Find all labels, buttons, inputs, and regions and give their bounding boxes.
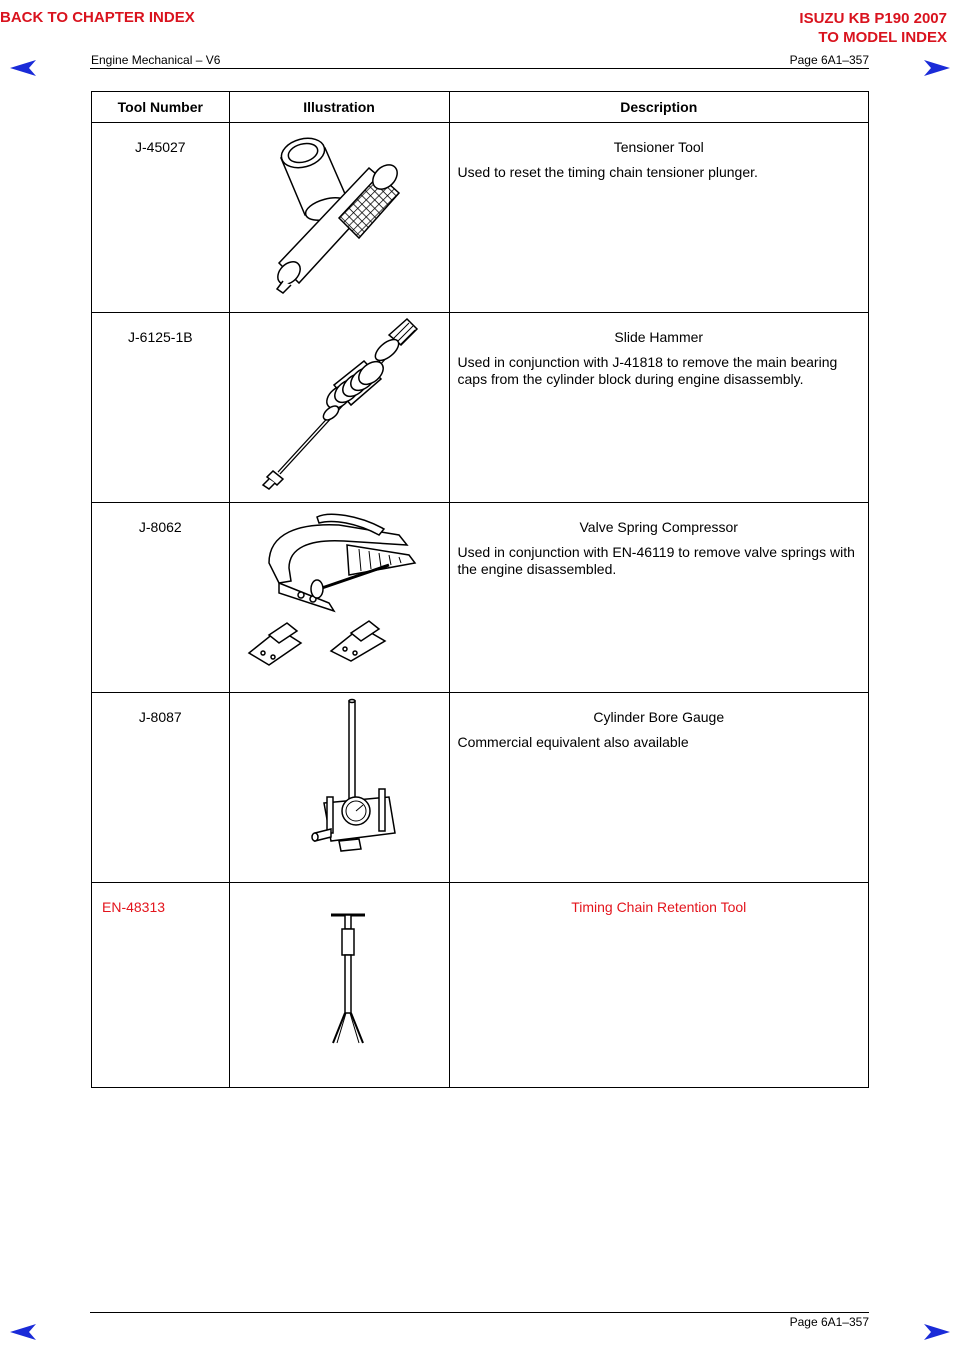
tool-number: J-8062 [138, 519, 182, 535]
next-page-arrow-icon[interactable] [922, 1322, 952, 1342]
table-row [92, 693, 869, 883]
tool-description: Commercial equivalent also available [457, 734, 689, 750]
back-to-chapter-index-link[interactable]: BACK TO CHAPTER INDEX [0, 9, 195, 26]
tool-description: Used to reset the timing chain tensioner plunger. [457, 164, 758, 180]
tool-number: J-45027 [135, 139, 186, 155]
footer-rule [90, 1312, 869, 1313]
description-cell [449, 123, 869, 313]
table-row [92, 503, 869, 693]
description-cell [449, 693, 869, 883]
tool-number: J-6125-1B [128, 329, 193, 345]
tool-name: Valve Spring Compressor [579, 519, 738, 535]
previous-page-arrow-icon[interactable] [8, 58, 38, 78]
model-index-link[interactable] [799, 9, 947, 47]
header-page-number: Page 6A1–357 [789, 53, 869, 67]
valve-spring-compressor-icon [239, 503, 439, 683]
tool-name: Timing Chain Retention Tool [571, 899, 747, 915]
header-description: Description [449, 92, 869, 123]
table-row [92, 883, 869, 1088]
illustration-cell [229, 883, 449, 1088]
table-row [92, 313, 869, 503]
header-rule [90, 68, 869, 69]
section-title: Engine Mechanical – V6 [91, 53, 221, 67]
tool-number-cell [92, 313, 230, 503]
tool-number-cell [92, 693, 230, 883]
header-illustration: Illustration [229, 92, 449, 123]
tool-number-cell [92, 123, 230, 313]
model-title-line2: TO MODEL INDEX [818, 29, 947, 46]
tool-description: Used in conjunction with J-41818 to remove the main bearing caps from the cylinder block during engine disassembly. [457, 354, 838, 387]
slide-hammer-icon [239, 313, 439, 493]
tool-number-cell [92, 883, 230, 1088]
tool-description: Used in conjunction with EN-46119 to remove valve springs with the engine disassembled. [457, 544, 855, 577]
timing-chain-retention-tool-icon [239, 883, 439, 1079]
tool-number: J-8087 [138, 709, 182, 725]
description-cell [449, 313, 869, 503]
tool-name: Cylinder Bore Gauge [593, 709, 725, 725]
illustration-cell [229, 693, 449, 883]
next-page-arrow-icon[interactable] [922, 58, 952, 78]
description-cell [449, 883, 869, 1088]
tool-number: EN-48313 [102, 899, 166, 915]
description-cell [449, 503, 869, 693]
cylinder-bore-gauge-icon [239, 693, 439, 873]
tool-number-cell [92, 503, 230, 693]
illustration-cell [229, 503, 449, 693]
special-tools-table [91, 91, 869, 1088]
model-title-line1: ISUZU KB P190 2007 [799, 10, 947, 27]
tool-name: Tensioner Tool [613, 139, 704, 155]
illustration-cell [229, 123, 449, 313]
tool-name: Slide Hammer [614, 329, 704, 345]
footer-page-number: Page 6A1–357 [789, 1315, 869, 1329]
previous-page-arrow-icon[interactable] [8, 1322, 38, 1342]
header-tool-number: Tool Number [92, 92, 230, 123]
table-row [92, 123, 869, 313]
illustration-cell [229, 313, 449, 503]
table-header-row [92, 92, 869, 123]
tensioner-tool-icon [239, 123, 439, 303]
